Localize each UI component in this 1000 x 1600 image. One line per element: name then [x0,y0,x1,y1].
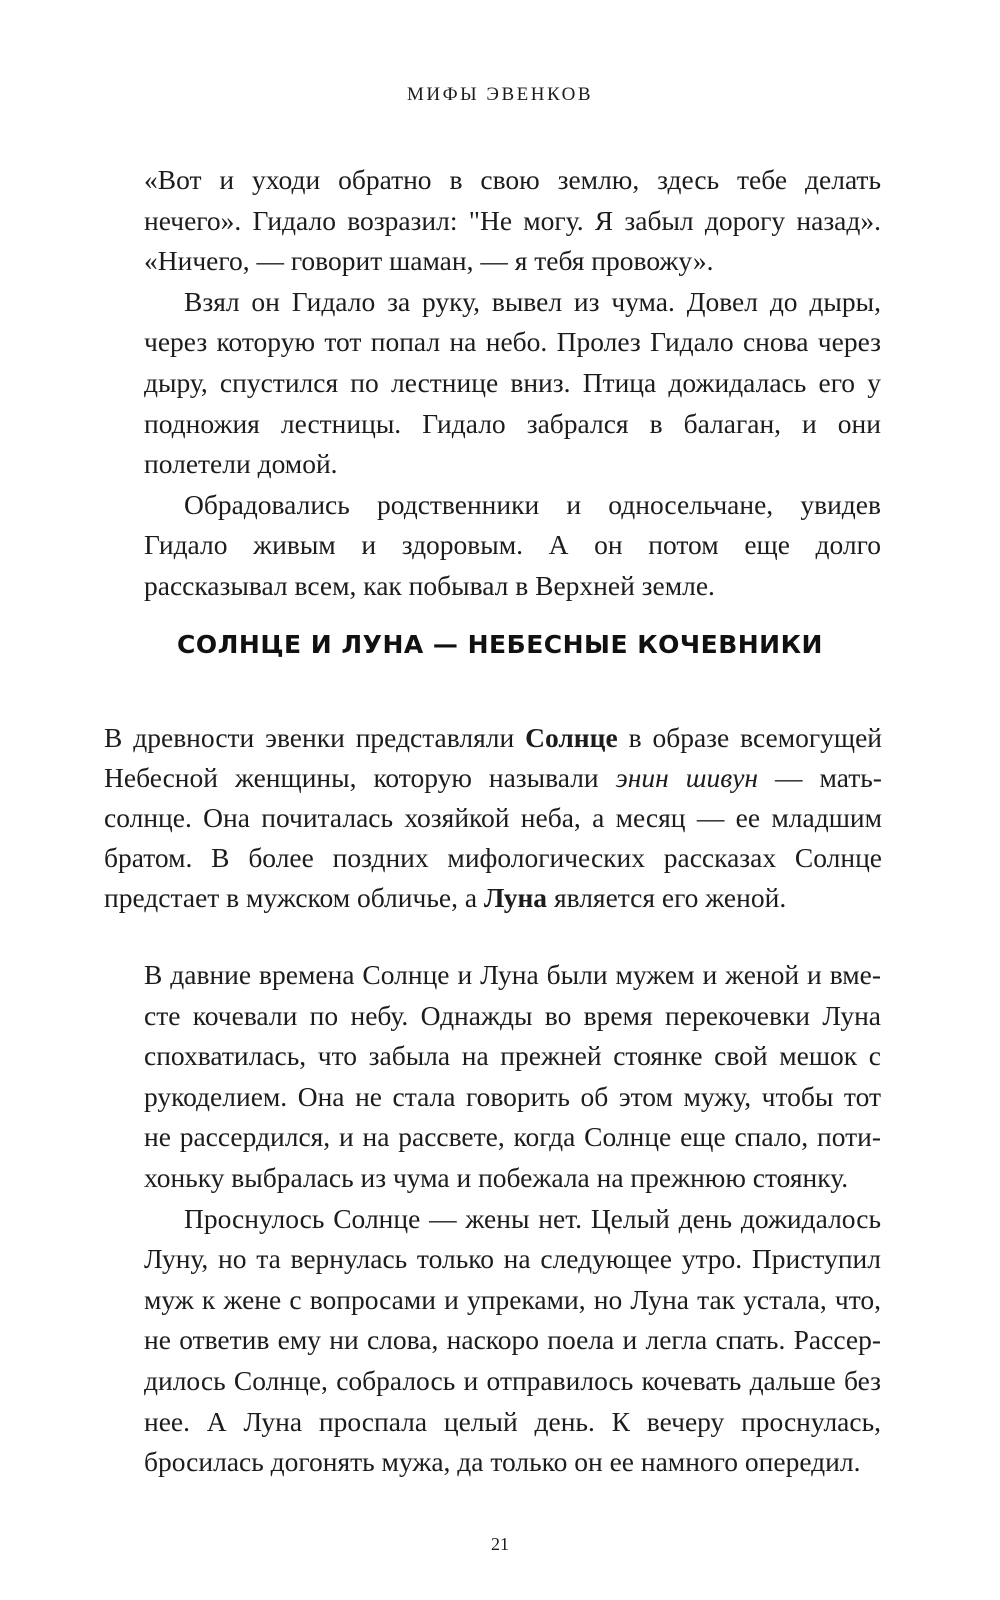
story-part-1 [144,160,881,607]
intro-text: В древности эвенки представляли [104,722,526,753]
intro-text: в образе всемогущей Небесной женщины, которую называли [104,722,882,793]
intro-text: является его женой. [547,882,787,913]
running-head: МИФЫ ЭВЕНКОВ [406,84,594,105]
section-heading: СОЛНЦЕ И ЛУНА — НЕБЕСНЫЕ КОЧЕВНИКИ [177,630,823,659]
term-moon: Луна [483,882,548,913]
paragraph: В давние времена Солнце и Луна были мужем и женой и вместе кочевали по небу. Однажды во время перекочевки Луна спохватилась, что забыла на прежней стоянке свой мешок с рукоделием. Она не стала говорить об этом мужу, чтобы тот не рассердился, и на рассвете, когда Солнце еще спало, потихоньку выбралась из чума и побежала на прежнюю стоянку. [144,959,881,1193]
term-sun: Солнце [525,722,618,753]
page-number: 21 [491,1534,509,1554]
intro-text: — мать-солнце. Она почиталась хозяйкой неба, а месяц — ее младшим братом. В более поздних мифологических рассказах Солнце предстает в мужском обличье, а [104,762,882,913]
term-enin-shivun: энин шивун [615,762,759,793]
paragraph: «Вот и уходи обратно в свою землю, здесь тебе делать нечего». Гидало возразил: "Не могу. Я забыл дорогу назад». «Ничего, — говорит шаман, — я тебя провожу». [144,164,881,277]
paragraph: Взял он Гидало за руку, вывел из чума. Довел до дыры, через которую тот попал на небо. Пролез Гидало снова через дыру, спустился по лестнице вниз. Птица дожидалась его у подножия лестницы. Гидало забрался в балаган, и они полетели домой. [144,285,881,480]
paragraph: Обрадовались родственники и односельчане, увидев Гидало живым и здоровым. А он потом еще долго рассказывал всем, как побывал в Верхней земле. [144,488,881,601]
intro-paragraph [104,718,882,918]
paragraph: Проснулось Солнце — жены нет. Целый день дожидалось Луну, но та вернулась только на следующее утро. Приступил муж к жене с вопросами и упреками, но Луна так устала, что, не ответив ему ни слова, наскоро поела и легла спать. Рассердилось Солнце, собралось и отправилось кочевать дальше без нее. А Луна проспала целый день. К вечеру проснулась, бросилась догонять мужа, да только он ее намного опередил. [144,1202,881,1478]
story-part-2 [144,955,881,1483]
intro-paragraph-block [104,718,882,918]
